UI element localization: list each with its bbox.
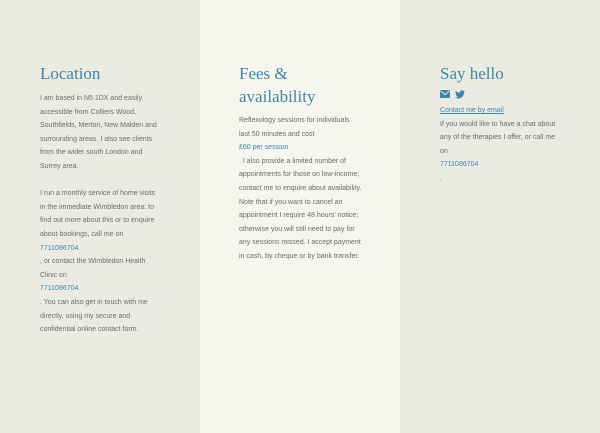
fees-text-3: Note that if you want to cancel an appointment I require 48 hours' notice; otherwise you will still need to pay for any sessions missed. I accept payment in cash, by cheque or by bank transfer. bbox=[239, 198, 361, 260]
location-heading: Location bbox=[40, 64, 101, 83]
say-hello-text-2: . bbox=[440, 174, 442, 182]
location-text-1: I am based in N5 1DX and easily accessible from Colliers Wood, Southfields, Merton, New Malden and surrounding areas. I also see clients from the wider south London and Surrey area. bbox=[40, 95, 157, 170]
phone-link-3[interactable]: 7711086704 bbox=[440, 161, 479, 169]
phone-link-1[interactable]: 7711086704 bbox=[40, 244, 79, 252]
fees-column bbox=[200, 0, 400, 433]
envelope-icon[interactable] bbox=[440, 90, 450, 98]
phone-link-2[interactable]: 7711086704 bbox=[40, 285, 79, 293]
location-text-4: . You can also get in touch with me directly, using my secure and confidential online contact form. bbox=[40, 298, 148, 334]
say-hello-heading: Say hello bbox=[440, 64, 504, 83]
location-column bbox=[0, 0, 200, 433]
fees-heading: Fees & availability bbox=[239, 64, 316, 106]
contact-email-link[interactable]: Contact me by email bbox=[440, 107, 504, 114]
fees-text-2: . I also provide a limited number of appointments for those on low-income; contact me to enquire about availability. bbox=[239, 157, 362, 192]
say-hello-text-1: If you would like to have a chat about any of the therapies I offer, or call me on bbox=[440, 120, 556, 155]
social-icons bbox=[440, 88, 562, 100]
location-text-3: , or contact the Wimbledon Health Clinic on bbox=[40, 258, 146, 279]
twitter-icon[interactable] bbox=[455, 90, 465, 99]
location-text-2: I run a monthly service of home visits in the immediate Wimbledon area: to find out more about this or to enquire about bookings, call me on bbox=[40, 190, 156, 238]
fees-text-1: Reflexology sessions for individuals last 50 minutes and cost bbox=[239, 117, 350, 138]
say-hello-column bbox=[400, 0, 600, 433]
price-text: £60 per session bbox=[239, 144, 289, 152]
